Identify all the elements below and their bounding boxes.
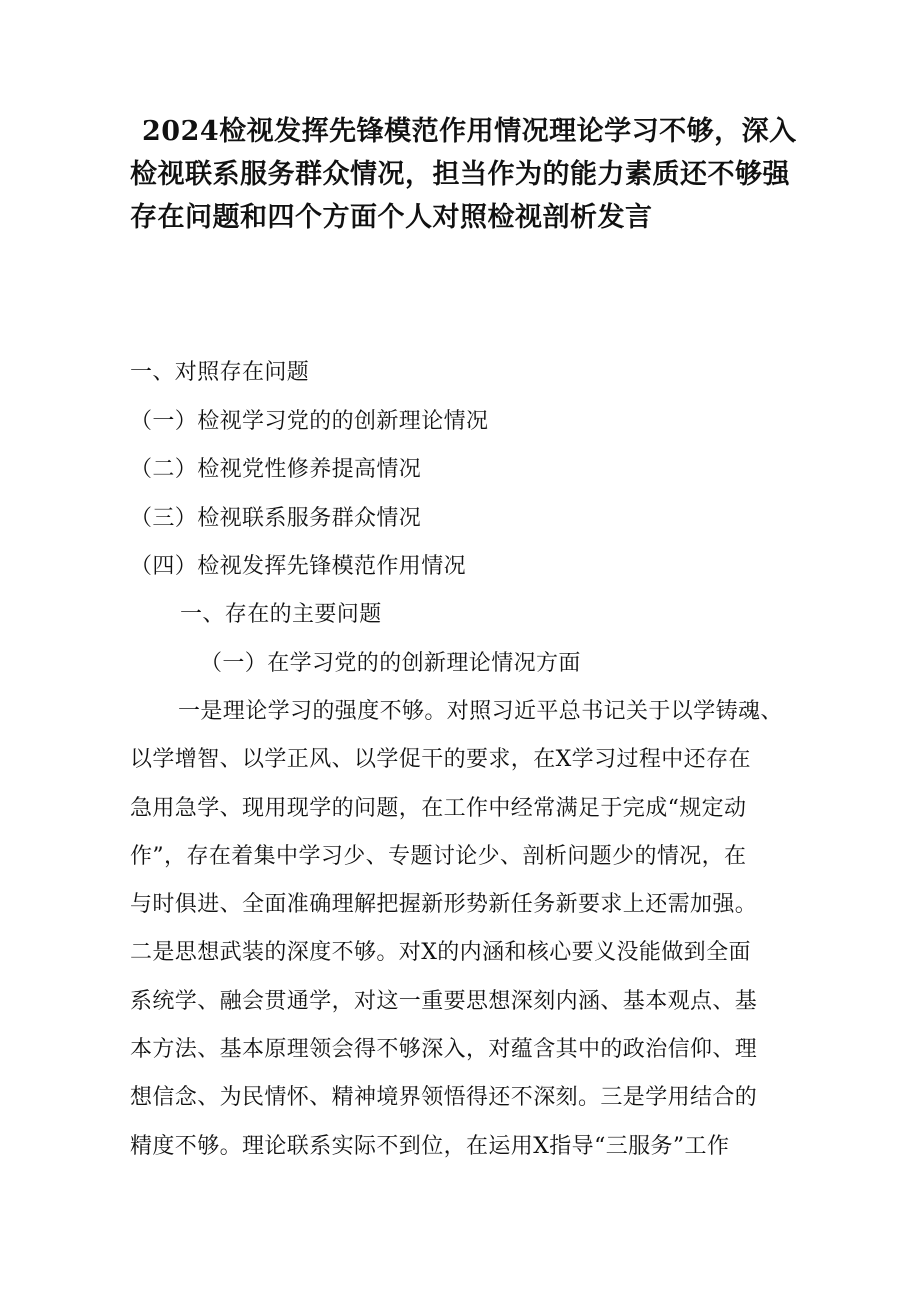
outline-item: （一）检视学习党的的创新理论情况 (130, 408, 489, 434)
outline-heading: 一、对照存在问题 (130, 360, 310, 385)
paragraph-line: 想信念、为民情怀、精神境界领悟得还不深刻。三是学用结合的 (130, 1085, 758, 1111)
section-heading: 一、存在的主要问题 (180, 602, 382, 627)
paragraph-line: 以学增智、以学正风、以学促干的要求，在X学习过程中还存在 (130, 747, 751, 773)
paragraph-line: 急用急学、现用现学的问题，在工作中经常满足于完成“规定动 (130, 795, 747, 821)
title-line: 2024检视发挥先锋模范作用情况理论学习不够，深入 (142, 116, 797, 147)
paragraph-line: 系统学、融会贯通学，对这一重要思想深刻内涵、基本观点、基 (130, 988, 758, 1014)
body-paragraph (130, 694, 790, 1177)
section-subheading: （一）在学习党的的创新理论情况方面 (200, 651, 581, 676)
outline-item: （四）检视发挥先锋模范作用情况 (130, 554, 467, 579)
outline-item: （二）检视党性修养提高情况 (130, 457, 422, 482)
paragraph-line: 一是理论学习的强度不够。对照习近平总书记关于以学铸魂、 (178, 699, 783, 724)
title-line: 检视联系服务群众情况，担当作为的能力素质还不够强 (130, 159, 790, 190)
paragraph-line: 二是思想武装的深度不够。对X的内涵和核心要义没能做到全面 (130, 940, 751, 966)
paragraph-line: 作”，存在着集中学习少、专题讨论少、剖析问题少的情况，在 (130, 843, 747, 869)
title-line: 存在问题和四个方面个人对照检视剖析发言 (130, 202, 653, 233)
paragraph-line: 本方法、基本原理领会得不够深入，对蕴含其中的政治信仰、理 (130, 1037, 758, 1063)
paragraph-line: 精度不够。理论联系实际不到位，在运用X指导“三服务”工作 (130, 1133, 730, 1159)
paragraph-line: 与时俱进、全面准确理解把握新形势新任务新要求上还需加强。 (130, 892, 758, 918)
outline-item: （三）检视联系服务群众情况 (130, 505, 422, 531)
outline-list (130, 355, 830, 598)
document-title (130, 110, 810, 239)
